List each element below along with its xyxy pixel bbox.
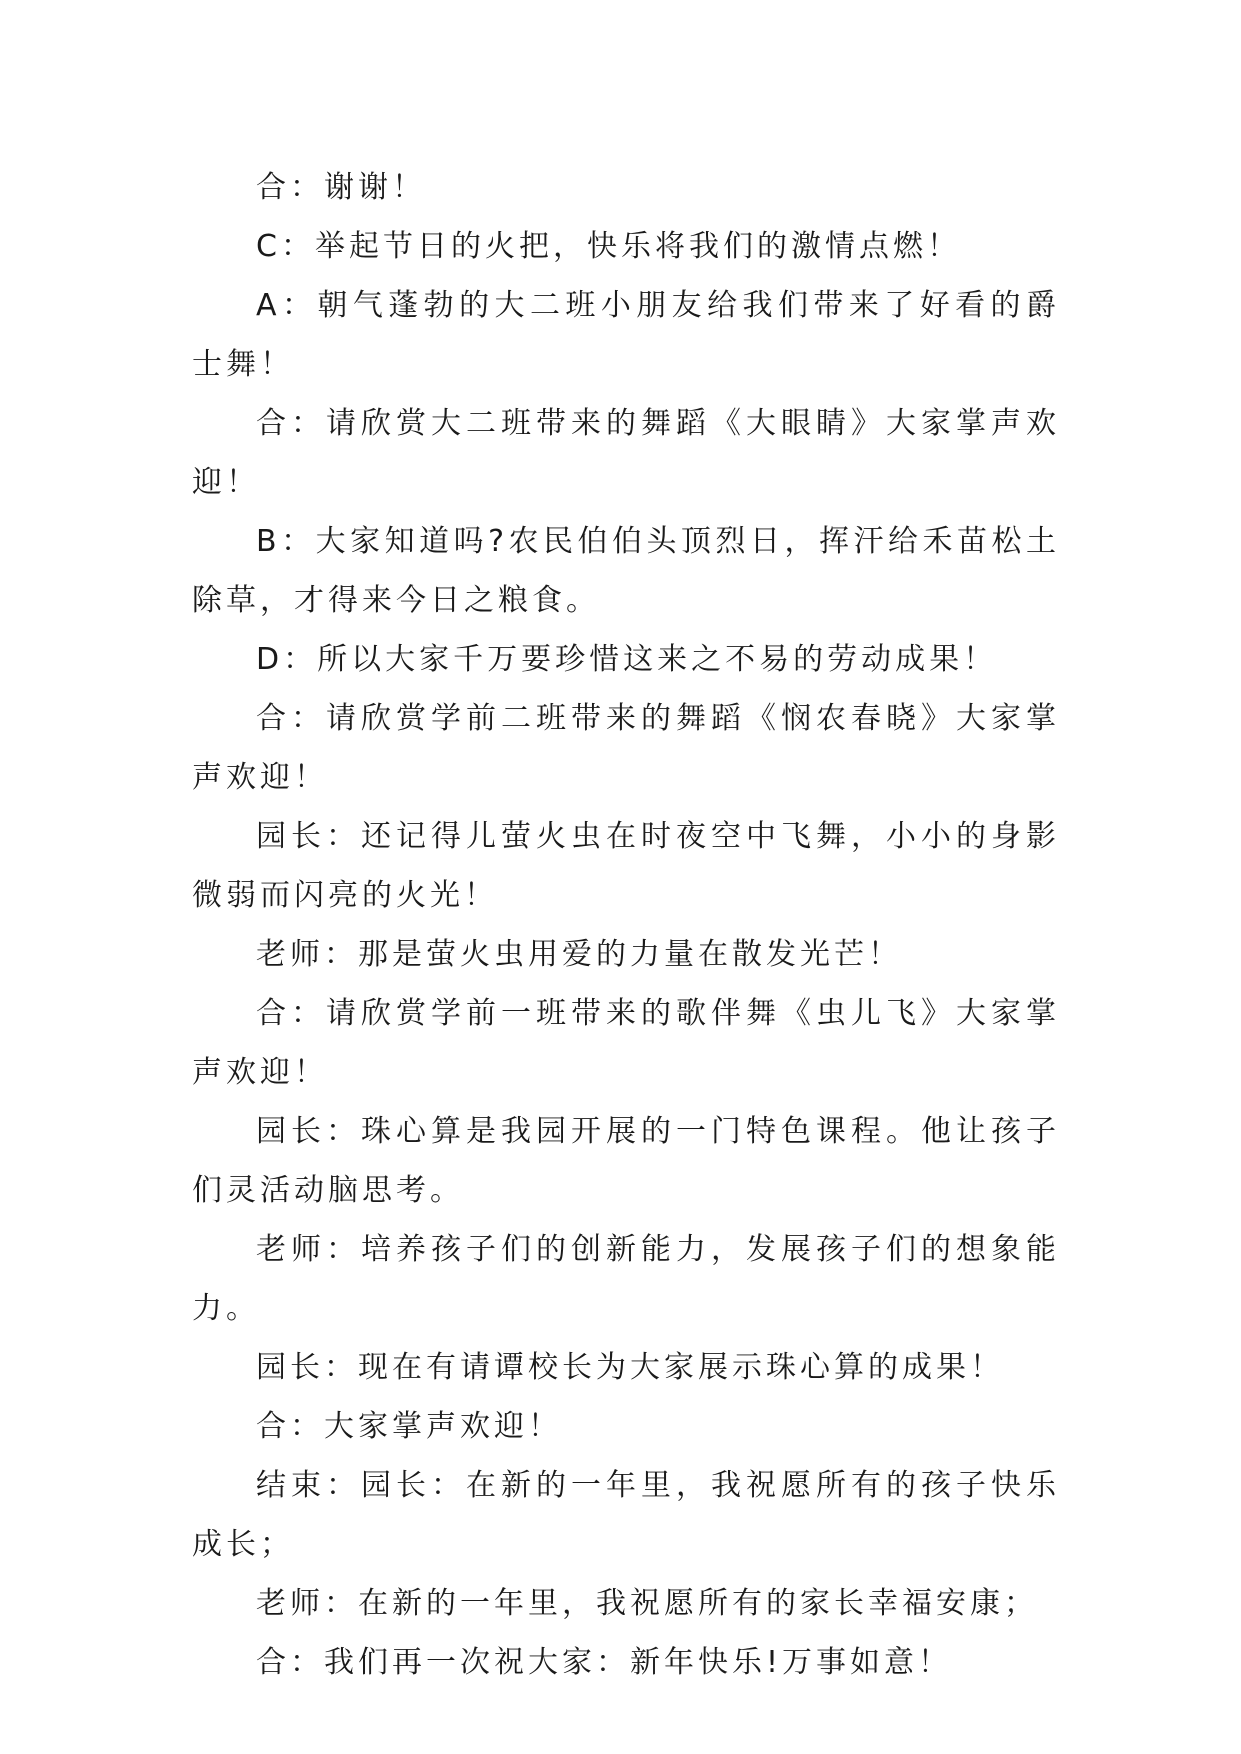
paragraph: A：朝气蓬勃的大二班小朋友给我们带来了好看的爵士舞！: [192, 288, 1060, 382]
paragraph: B：大家知道吗?农民伯伯头顶烈日，挥汗给禾苗松土除草，才得来今日之粮食。: [192, 524, 1060, 618]
paragraph: 合：大家掌声欢迎！: [256, 1409, 562, 1444]
paragraph: 合：请欣赏学前一班带来的歌伴舞《虫儿飞》大家掌声欢迎！: [192, 996, 1060, 1090]
paragraph: 合：请欣赏大二班带来的舞蹈《大眼睛》大家掌声欢迎！: [192, 406, 1060, 500]
document-body: [192, 158, 1060, 1692]
paragraph: D：所以大家千万要珍惜这来之不易的劳动成果！: [256, 642, 998, 677]
paragraph: 园长：现在有请谭校长为大家展示珠心算的成果！: [256, 1350, 1004, 1385]
paragraph: C：举起节日的火把，快乐将我们的激情点燃！: [256, 229, 961, 264]
paragraph: 合：请欣赏学前二班带来的舞蹈《悯农春晓》大家掌声欢迎！: [192, 701, 1060, 795]
paragraph: 合：谢谢！: [256, 170, 426, 205]
paragraph: 老师：那是萤火虫用爱的力量在散发光芒！: [256, 937, 902, 972]
paragraph: 结束：园长：在新的一年里，我祝愿所有的孩子快乐成长；: [192, 1468, 1060, 1562]
paragraph: 合：我们再一次祝大家：新年快乐!万事如意！: [256, 1645, 953, 1680]
paragraph: 园长：珠心算是我园开展的一门特色课程。他让孩子们灵活动脑思考。: [192, 1114, 1060, 1208]
paragraph: 老师：培养孩子们的创新能力，发展孩子们的想象能力。: [192, 1232, 1060, 1326]
paragraph: 园长：还记得儿萤火虫在时夜空中飞舞，小小的身影微弱而闪亮的火光！: [192, 819, 1060, 913]
paragraph: 老师：在新的一年里，我祝愿所有的家长幸福安康；: [256, 1586, 1038, 1621]
